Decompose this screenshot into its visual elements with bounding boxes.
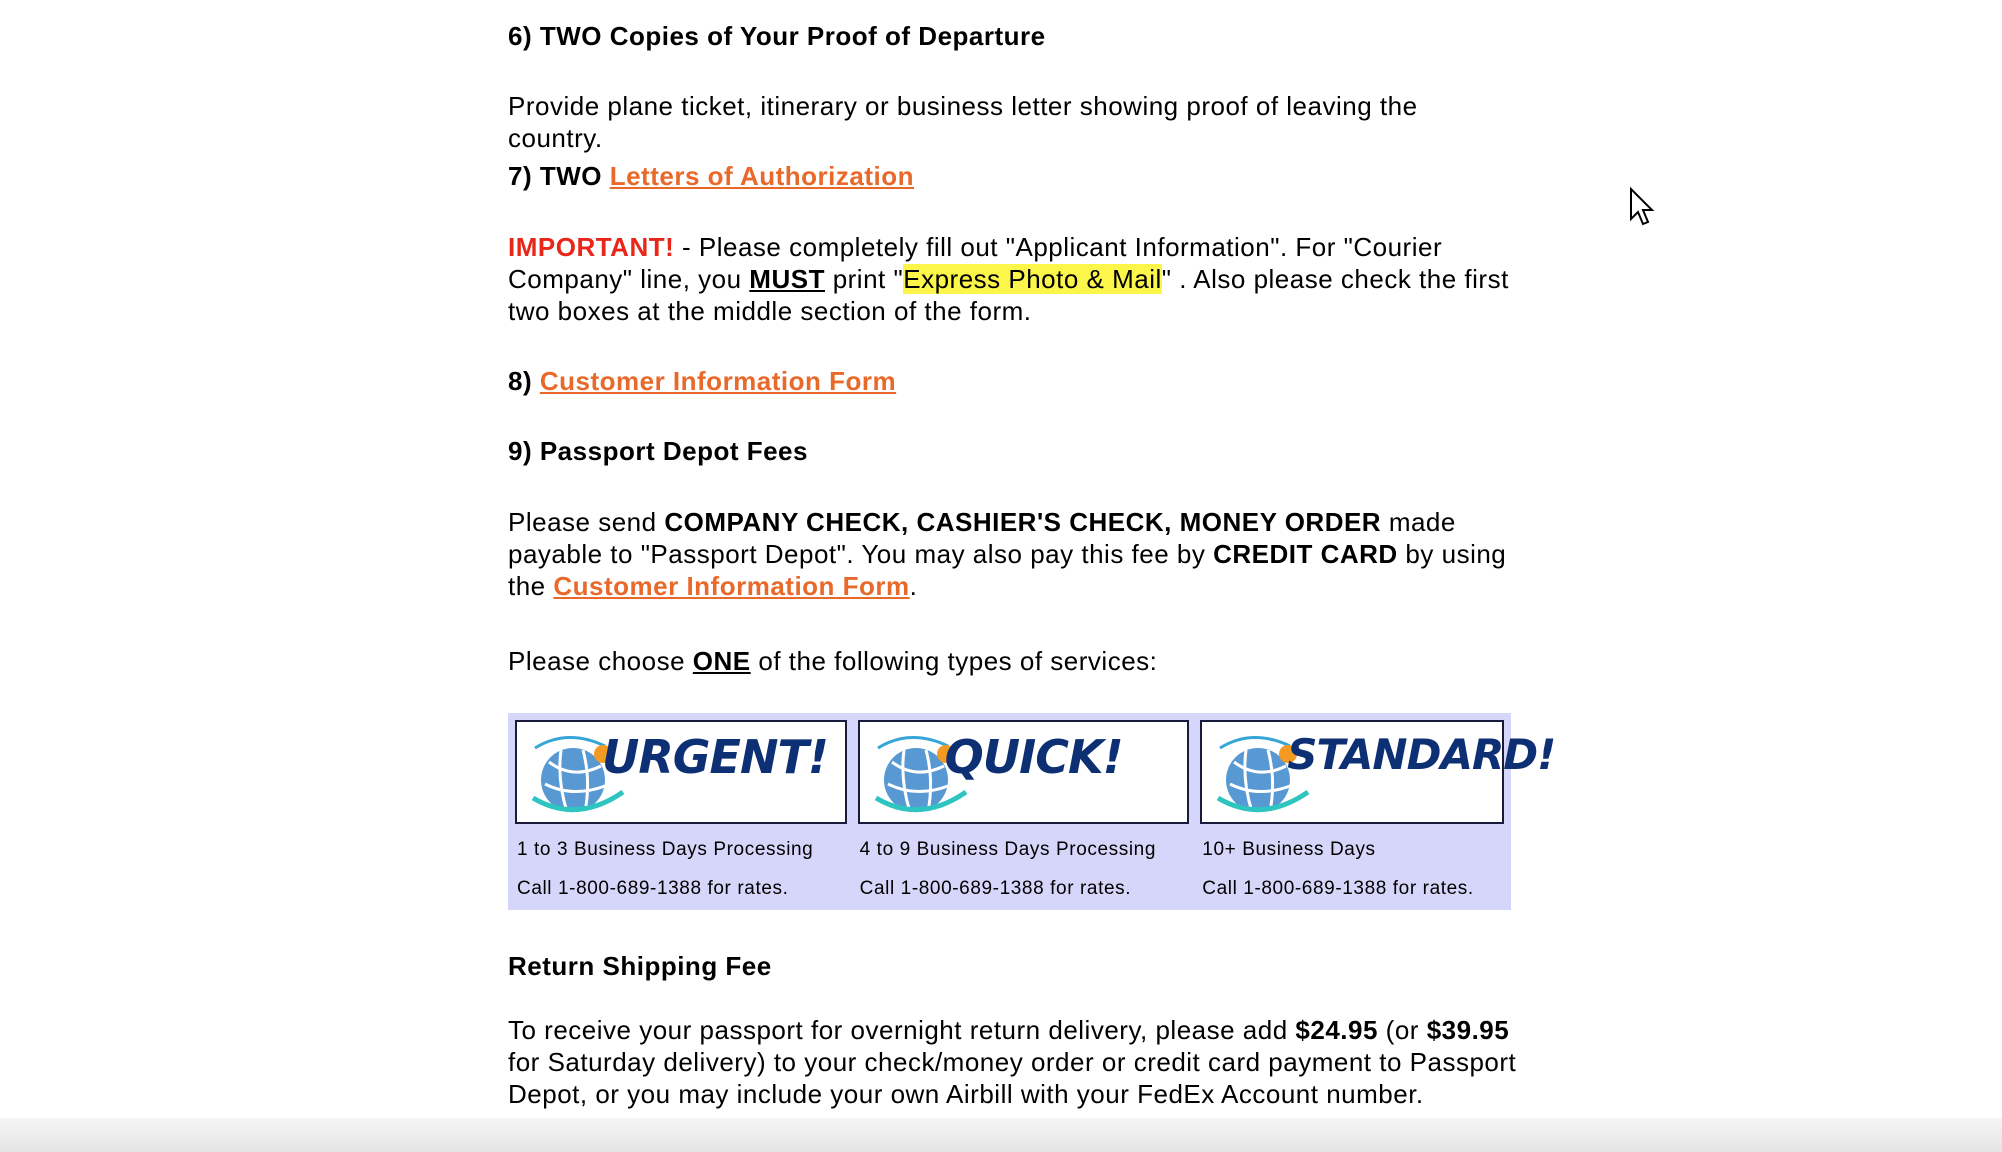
price-overnight: $24.95: [1295, 1015, 1378, 1045]
urgent-days: 1 to 3 Business Days Processing: [517, 838, 814, 860]
section-8-heading: [508, 365, 896, 397]
quick-logo[interactable]: [858, 720, 1190, 824]
fees-text-3: by using the: [508, 539, 1507, 601]
fees-paragraph: [508, 506, 1518, 602]
choose-text-2: of the following types of services:: [750, 646, 1158, 676]
section-8-prefix: 8): [508, 366, 540, 396]
return-text-1: To receive your passport for overnight return delivery, please add: [508, 1015, 1296, 1045]
return-text-2: (or: [1377, 1015, 1427, 1045]
service-quick-logo-cell[interactable]: [854, 716, 1194, 829]
letters-of-authorization-link[interactable]: Letters of Authorization: [609, 161, 914, 191]
mouse-cursor-icon: [1629, 187, 1655, 227]
service-urgent-logo-cell[interactable]: [511, 716, 851, 829]
window-bottom-edge: [0, 1118, 2002, 1152]
quick-logo-text: QUICK!: [944, 730, 1123, 785]
must-text: MUST: [749, 264, 825, 294]
price-saturday: $39.95: [1426, 1015, 1510, 1045]
important-text-3: " . Also please check the first two boxes at the middle section of the form.: [508, 264, 1509, 326]
services-table: [508, 713, 1556, 910]
payment-methods: COMPANY CHECK, CASHIER'S CHECK, MONEY ORDER: [664, 507, 1382, 537]
section-6-heading: 6) TWO Copies of Your Proof of Departure: [508, 21, 1046, 51]
return-shipping-section: [508, 950, 1518, 1110]
important-text-2: print ": [824, 264, 904, 294]
urgent-logo[interactable]: [515, 720, 847, 824]
return-shipping-body: [508, 1014, 1518, 1110]
section-7-prefix: 7) TWO: [508, 161, 610, 191]
urgent-logo-text: URGENT!: [602, 730, 828, 785]
credit-card-text: CREDIT CARD: [1213, 539, 1398, 569]
fees-text-4: .: [909, 571, 918, 601]
standard-rates: Call 1-800-689-1388 for rates.: [1202, 877, 1474, 899]
return-text-3: for Saturday delivery) to your check/money order or credit card payment to Passport Depot, or you may include your own Airbill with your FedEx Account number.: [508, 1047, 1517, 1109]
customer-information-form-link[interactable]: Customer Information Form: [539, 366, 897, 396]
quick-days: 4 to 9 Business Days Processing: [859, 838, 1156, 860]
quick-rates: Call 1-800-689-1388 for rates.: [859, 877, 1132, 899]
one-text: ONE: [692, 646, 751, 676]
section-9-heading: 9) Passport Depot Fees: [508, 436, 808, 466]
service-standard-logo-cell[interactable]: [1196, 716, 1556, 829]
customer-information-form-link-2[interactable]: Customer Information Form: [553, 571, 910, 601]
important-label: IMPORTANT!: [508, 232, 675, 262]
standard-logo-text: STANDARD!: [1287, 730, 1556, 780]
section-6-body: Provide plane ticket, itinerary or business letter showing proof of leaving the country.: [508, 91, 1418, 153]
section-7-heading: [508, 160, 914, 192]
urgent-rates: Call 1-800-689-1388 for rates.: [517, 877, 789, 899]
choose-text-1: Please choose: [508, 646, 693, 676]
standard-days: 10+ Business Days: [1202, 838, 1376, 860]
return-shipping-heading: Return Shipping Fee: [508, 951, 772, 981]
choose-services-text: [508, 645, 1157, 677]
important-text-1: - Please completely fill out "Applicant Information". For "Courier Company" line, you: [508, 232, 1443, 294]
standard-logo[interactable]: [1200, 720, 1556, 824]
fees-text-1: Please send: [508, 507, 665, 537]
express-photo-mail-highlight: Express Photo & Mail: [903, 264, 1162, 294]
important-note: [508, 231, 1518, 327]
fees-text-2: made payable to "Passport Depot". You may also pay this fee by: [508, 507, 1456, 569]
